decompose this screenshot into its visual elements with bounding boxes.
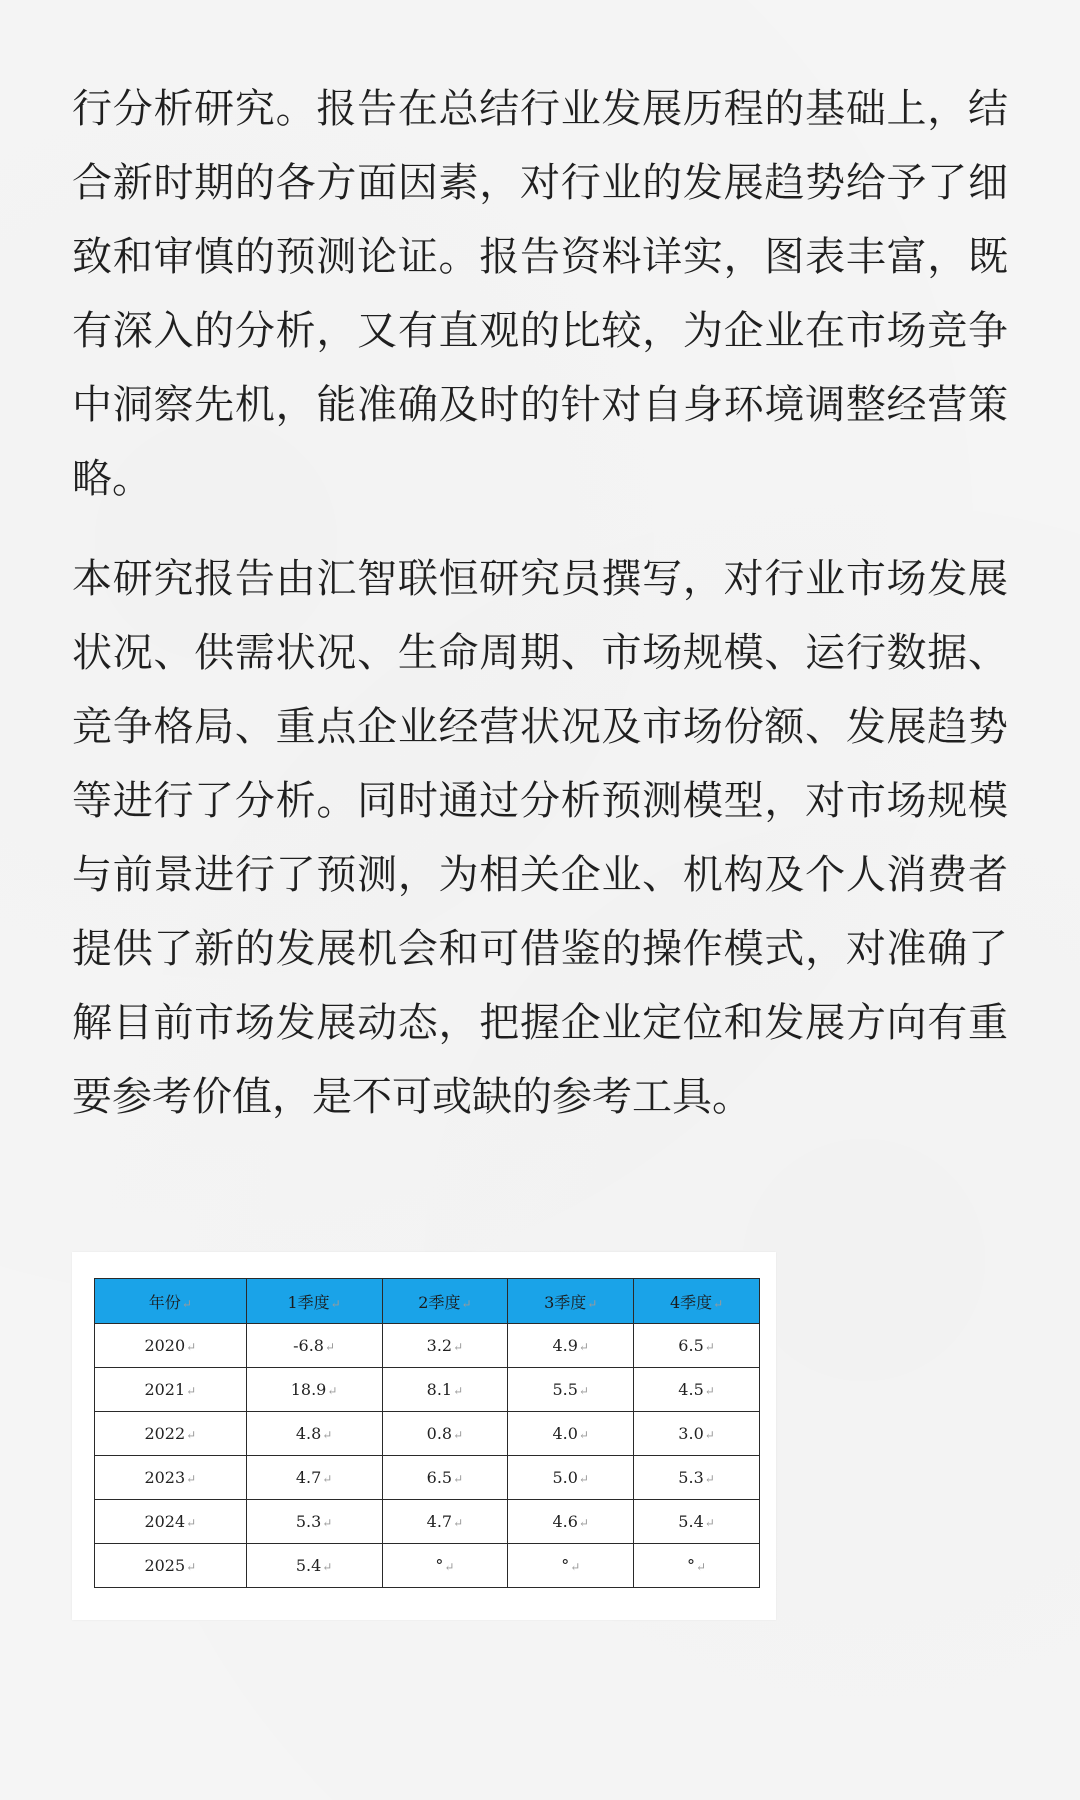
header-cell-q2: 2季度↵ xyxy=(382,1279,508,1324)
table-cell: 5.0↵ xyxy=(508,1456,634,1500)
table-cell: 2021↵ xyxy=(95,1368,247,1412)
quarterly-data-table xyxy=(94,1278,760,1588)
table-row xyxy=(95,1368,760,1412)
header-cell-q1: 1季度↵ xyxy=(246,1279,382,1324)
table-cell: -6.8↵ xyxy=(246,1324,382,1368)
table-cell: 5.4↵ xyxy=(634,1500,760,1544)
table-cell: 3.2↵ xyxy=(382,1324,508,1368)
table-cell: 2022↵ xyxy=(95,1412,247,1456)
paragraph-report-description: 本研究报告由汇智联恒研究员撰写，对行业市场发展状况、供需状况、生命周期、市场规模、运行数据、竞争格局、重点企业经营状况及市场份额、发展趋势等进行了分析。同时通过分析预测模型，对市场规模与前景进行了预测，为相关企业、机构及个人消费者提供了新的发展机会和可借鉴的操作模式，对准确了解目前市场发展动态，把握企业定位和发展方向有重要参考价值，是不可或缺的参考工具。 xyxy=(72,556,1008,1120)
table-row xyxy=(95,1412,760,1456)
table-cell: 4.8↵ xyxy=(246,1412,382,1456)
table-cell: 2024↵ xyxy=(95,1500,247,1544)
table-cell: 4.0↵ xyxy=(508,1412,634,1456)
table-image xyxy=(72,1252,776,1620)
table-row xyxy=(95,1456,760,1500)
table-cell: 18.9↵ xyxy=(246,1368,382,1412)
table-cell: 4.7↵ xyxy=(246,1456,382,1500)
table-header-row xyxy=(95,1279,760,1324)
table-cell: 5.3↵ xyxy=(634,1456,760,1500)
table-cell: 2023↵ xyxy=(95,1456,247,1500)
table-cell: 2020↵ xyxy=(95,1324,247,1368)
table-cell: 8.1↵ xyxy=(382,1368,508,1412)
table-cell: 4.6↵ xyxy=(508,1500,634,1544)
header-cell-q3: 3季度↵ xyxy=(508,1279,634,1324)
paragraph-intro: 行分析研究。报告在总结行业发展历程的基础上，结合新时期的各方面因素，对行业的发展趋势给予了细致和审慎的预测论证。报告资料详实，图表丰富，既有深入的分析，又有直观的比较，为企业在市场竞争中洞察先机，能准确及时的针对自身环境调整经营策略。 xyxy=(72,86,1008,502)
table-cell: 0.8↵ xyxy=(382,1412,508,1456)
table-cell: 6.5↵ xyxy=(634,1324,760,1368)
table-cell: 3.0↵ xyxy=(634,1412,760,1456)
table-cell: 5.3↵ xyxy=(246,1500,382,1544)
table-row xyxy=(95,1500,760,1544)
table-cell: 5.4↵ xyxy=(246,1544,382,1588)
table-cell: °↵ xyxy=(382,1544,508,1588)
table-row xyxy=(95,1324,760,1368)
header-cell-q4: 4季度↵ xyxy=(634,1279,760,1324)
table-cell: 5.5↵ xyxy=(508,1368,634,1412)
table-cell: °↵ xyxy=(634,1544,760,1588)
table-cell: 6.5↵ xyxy=(382,1456,508,1500)
table-cell: 4.9↵ xyxy=(508,1324,634,1368)
table-cell: °↵ xyxy=(508,1544,634,1588)
table-cell: 4.5↵ xyxy=(634,1368,760,1412)
header-cell-year: 年份↵ xyxy=(95,1279,247,1324)
table-cell: 2025↵ xyxy=(95,1544,247,1588)
table-row xyxy=(95,1544,760,1588)
table-cell: 4.7↵ xyxy=(382,1500,508,1544)
